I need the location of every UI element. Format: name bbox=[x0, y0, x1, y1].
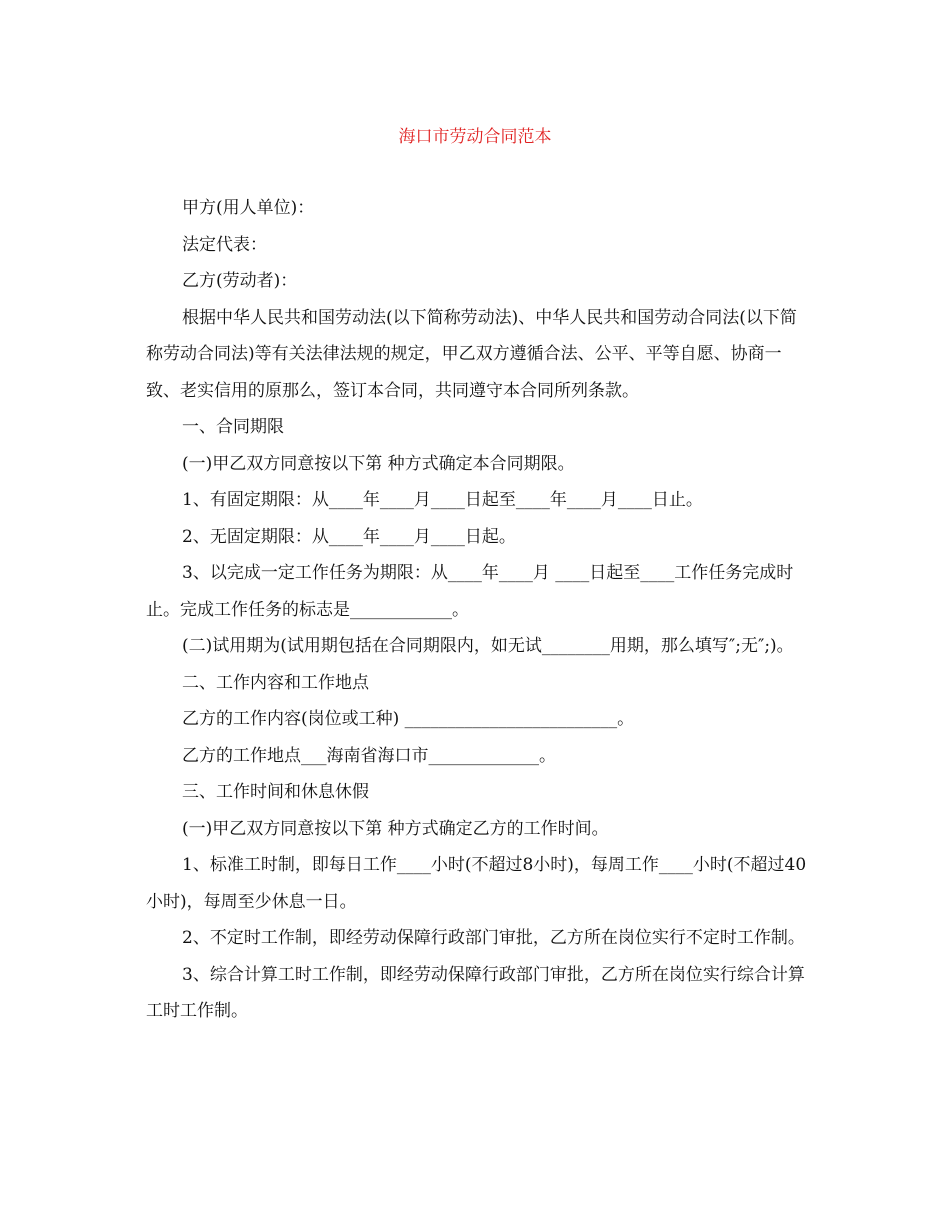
paragraph-probation: (二)试用期为(试用期包括在合同期限内，如无试________用期，那么填写″;无″;)。 bbox=[182, 636, 794, 656]
paragraph-fixed-term: 1、有固定期限：从____年____月____日起至____年____月____日止。 bbox=[182, 490, 703, 510]
section-heading-working-hours: 三、工作时间和休息休假 bbox=[182, 782, 369, 802]
paragraph-party-b: 乙方(劳动者)： bbox=[182, 271, 298, 291]
paragraph-preamble: 根据中华人民共和国劳动法(以下简称劳动法)、中华人民共和国劳动合同法(以下简称劳动合同法)等有关法律法规的规定，甲乙双方遵循合法、公平、平等自愿、协商一致、老实信用的原那么，签订本合同，共同遵守本合同所列条款。 bbox=[146, 307, 797, 401]
paragraph-hours-method: (一)甲乙双方同意按以下第 种方式确定乙方的工作时间。 bbox=[182, 818, 609, 839]
paragraph-task-term: 3、以完成一定工作任务为期限：从____年____月 ____日起至____工作任务完成时止。完成工作任务的标志是____________。 bbox=[146, 563, 794, 620]
section-heading-contract-term: 一、合同期限 bbox=[182, 417, 284, 437]
paragraph-legal-representative: 法定代表： bbox=[182, 234, 267, 255]
paragraph-work-location: 乙方的工作地点___海南省海口市_____________。 bbox=[182, 745, 556, 766]
section-heading-work-content: 二、工作内容和工作地点 bbox=[182, 672, 369, 693]
document-body bbox=[146, 190, 810, 1030]
paragraph-comprehensive-hours: 3、综合计算工时工作制，即经劳动保障行政部门审批，乙方所在岗位实行综合计算工时工作制。 bbox=[146, 964, 805, 1021]
paragraph-standard-hours: 1、标准工时制，即每日工作____小时(不超过8小时)，每周工作____小时(不超过40小时)，每周至少休息一日。 bbox=[146, 855, 807, 912]
document-title: 海口市劳动合同范本 bbox=[398, 127, 552, 147]
paragraph-party-a: 甲方(用人单位)： bbox=[182, 198, 315, 218]
paragraph-work-content: 乙方的工作内容(岗位或工种) _________________________。 bbox=[182, 709, 635, 729]
paragraph-open-term: 2、无固定期限：从____年____月____日起。 bbox=[182, 526, 516, 547]
paragraph-flexible-hours: 2、不定时工作制，即经劳动保障行政部门审批，乙方所在岗位实行不定时工作制。 bbox=[182, 928, 805, 948]
paragraph-term-method: (一)甲乙双方同意按以下第 种方式确定本合同期限。 bbox=[182, 453, 575, 474]
